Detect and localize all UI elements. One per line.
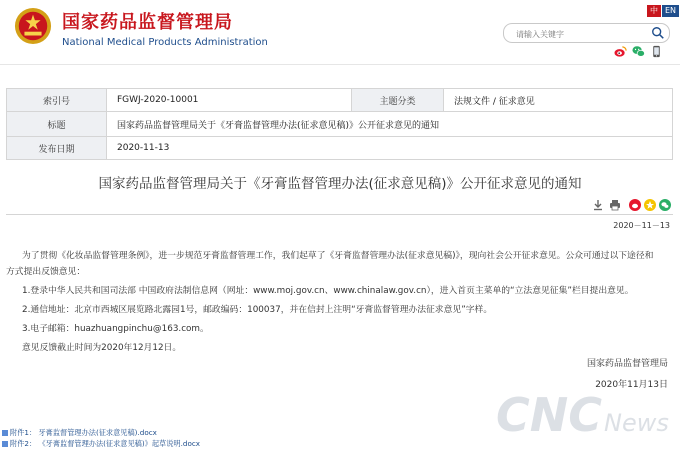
- share-qzone-icon[interactable]: [644, 199, 656, 211]
- site-name-cn[interactable]: 国家药品监督管理局: [62, 12, 233, 33]
- body-item-2: 2.通信地址：北京市西城区展览路北露园1号，邮政编码：100037，并在信封上注明“牙膏监督管理办法征求意见”字样。: [22, 305, 493, 315]
- title-label: 标题: [7, 112, 107, 137]
- attachment-link-2[interactable]: 附件2： 《牙膏监督管理办法(征求意见稿)》起草说明.docx: [2, 439, 200, 449]
- search-input[interactable]: [514, 25, 646, 43]
- site-header: [0, 0, 680, 62]
- article-body: [6, 248, 673, 356]
- weibo-icon[interactable]: [614, 45, 627, 58]
- index-value: FGWJ-2020-10001: [107, 89, 352, 112]
- attachment-link-1[interactable]: 附件1： 牙膏监督管理办法(征求意见稿).docx: [2, 428, 157, 438]
- watermark-big: CNC: [496, 388, 603, 442]
- download-icon[interactable]: [592, 199, 604, 211]
- body-item-3: 3.电子邮箱：huazhuangpinchu@163.com。: [22, 324, 209, 334]
- title-divider: [6, 214, 673, 215]
- mobile-icon[interactable]: [650, 45, 663, 58]
- category-value: 法规文件 / 征求意见: [444, 89, 673, 112]
- lang-en-button[interactable]: EN: [662, 5, 679, 17]
- share-wechat-icon[interactable]: [659, 199, 671, 211]
- cnc-news-watermark: [494, 385, 674, 445]
- date-value: 2020-11-13: [107, 137, 673, 160]
- signature-date: 2020年11月13日: [595, 380, 668, 390]
- lang-zh-button[interactable]: 中: [647, 5, 661, 17]
- search-box: [503, 23, 670, 43]
- body-paragraph-1b: 方式提出反馈意见：: [6, 267, 86, 277]
- header-divider: [0, 64, 680, 65]
- print-icon[interactable]: [609, 199, 621, 211]
- index-label: 索引号: [7, 89, 107, 112]
- body-deadline: 意见反馈截止时间为2020年12月12日。: [22, 343, 182, 353]
- title-value: 国家药品监督管理局关于《牙膏监督管理办法(征求意见稿)》公开征求意见的通知: [107, 112, 673, 137]
- article-date: 2020－11－13: [613, 221, 670, 230]
- signature-org: 国家药品监督管理局: [586, 359, 668, 369]
- meta-row-index: [7, 89, 673, 112]
- attachment-icon: [2, 441, 8, 447]
- share-weibo-icon[interactable]: [629, 199, 641, 211]
- date-label: 发布日期: [7, 137, 107, 160]
- body-paragraph-1a: 为了贯彻《化妆品监督管理条例》，进一步规范牙膏监督管理工作，我们起草了《牙膏监督管理办法(征求意见稿)》，现向社会公开征求意见。公众可通过以下途径和: [22, 251, 654, 261]
- body-item-1: 1.登录中华人民共和国司法部 中国政府法制信息网（网址：www.moj.gov.cn、www.chinalaw.gov.cn），进入首页主菜单的“立法意见征集”栏目提出意见。: [22, 286, 634, 296]
- article-title: 国家药品监督管理局关于《牙膏监督管理办法(征求意见稿)》公开征求意见的通知: [98, 176, 582, 192]
- national-emblem-icon: [14, 7, 52, 45]
- document-meta-table: [6, 88, 673, 160]
- site-name-en: National Medical Products Administration: [62, 37, 268, 48]
- meta-row-title: [7, 112, 673, 137]
- attachment-icon: [2, 430, 8, 436]
- meta-row-date: [7, 137, 673, 160]
- category-label: 主题分类: [352, 89, 444, 112]
- search-icon[interactable]: [651, 26, 665, 40]
- watermark-small: News: [604, 409, 669, 437]
- wechat-icon[interactable]: [632, 45, 645, 58]
